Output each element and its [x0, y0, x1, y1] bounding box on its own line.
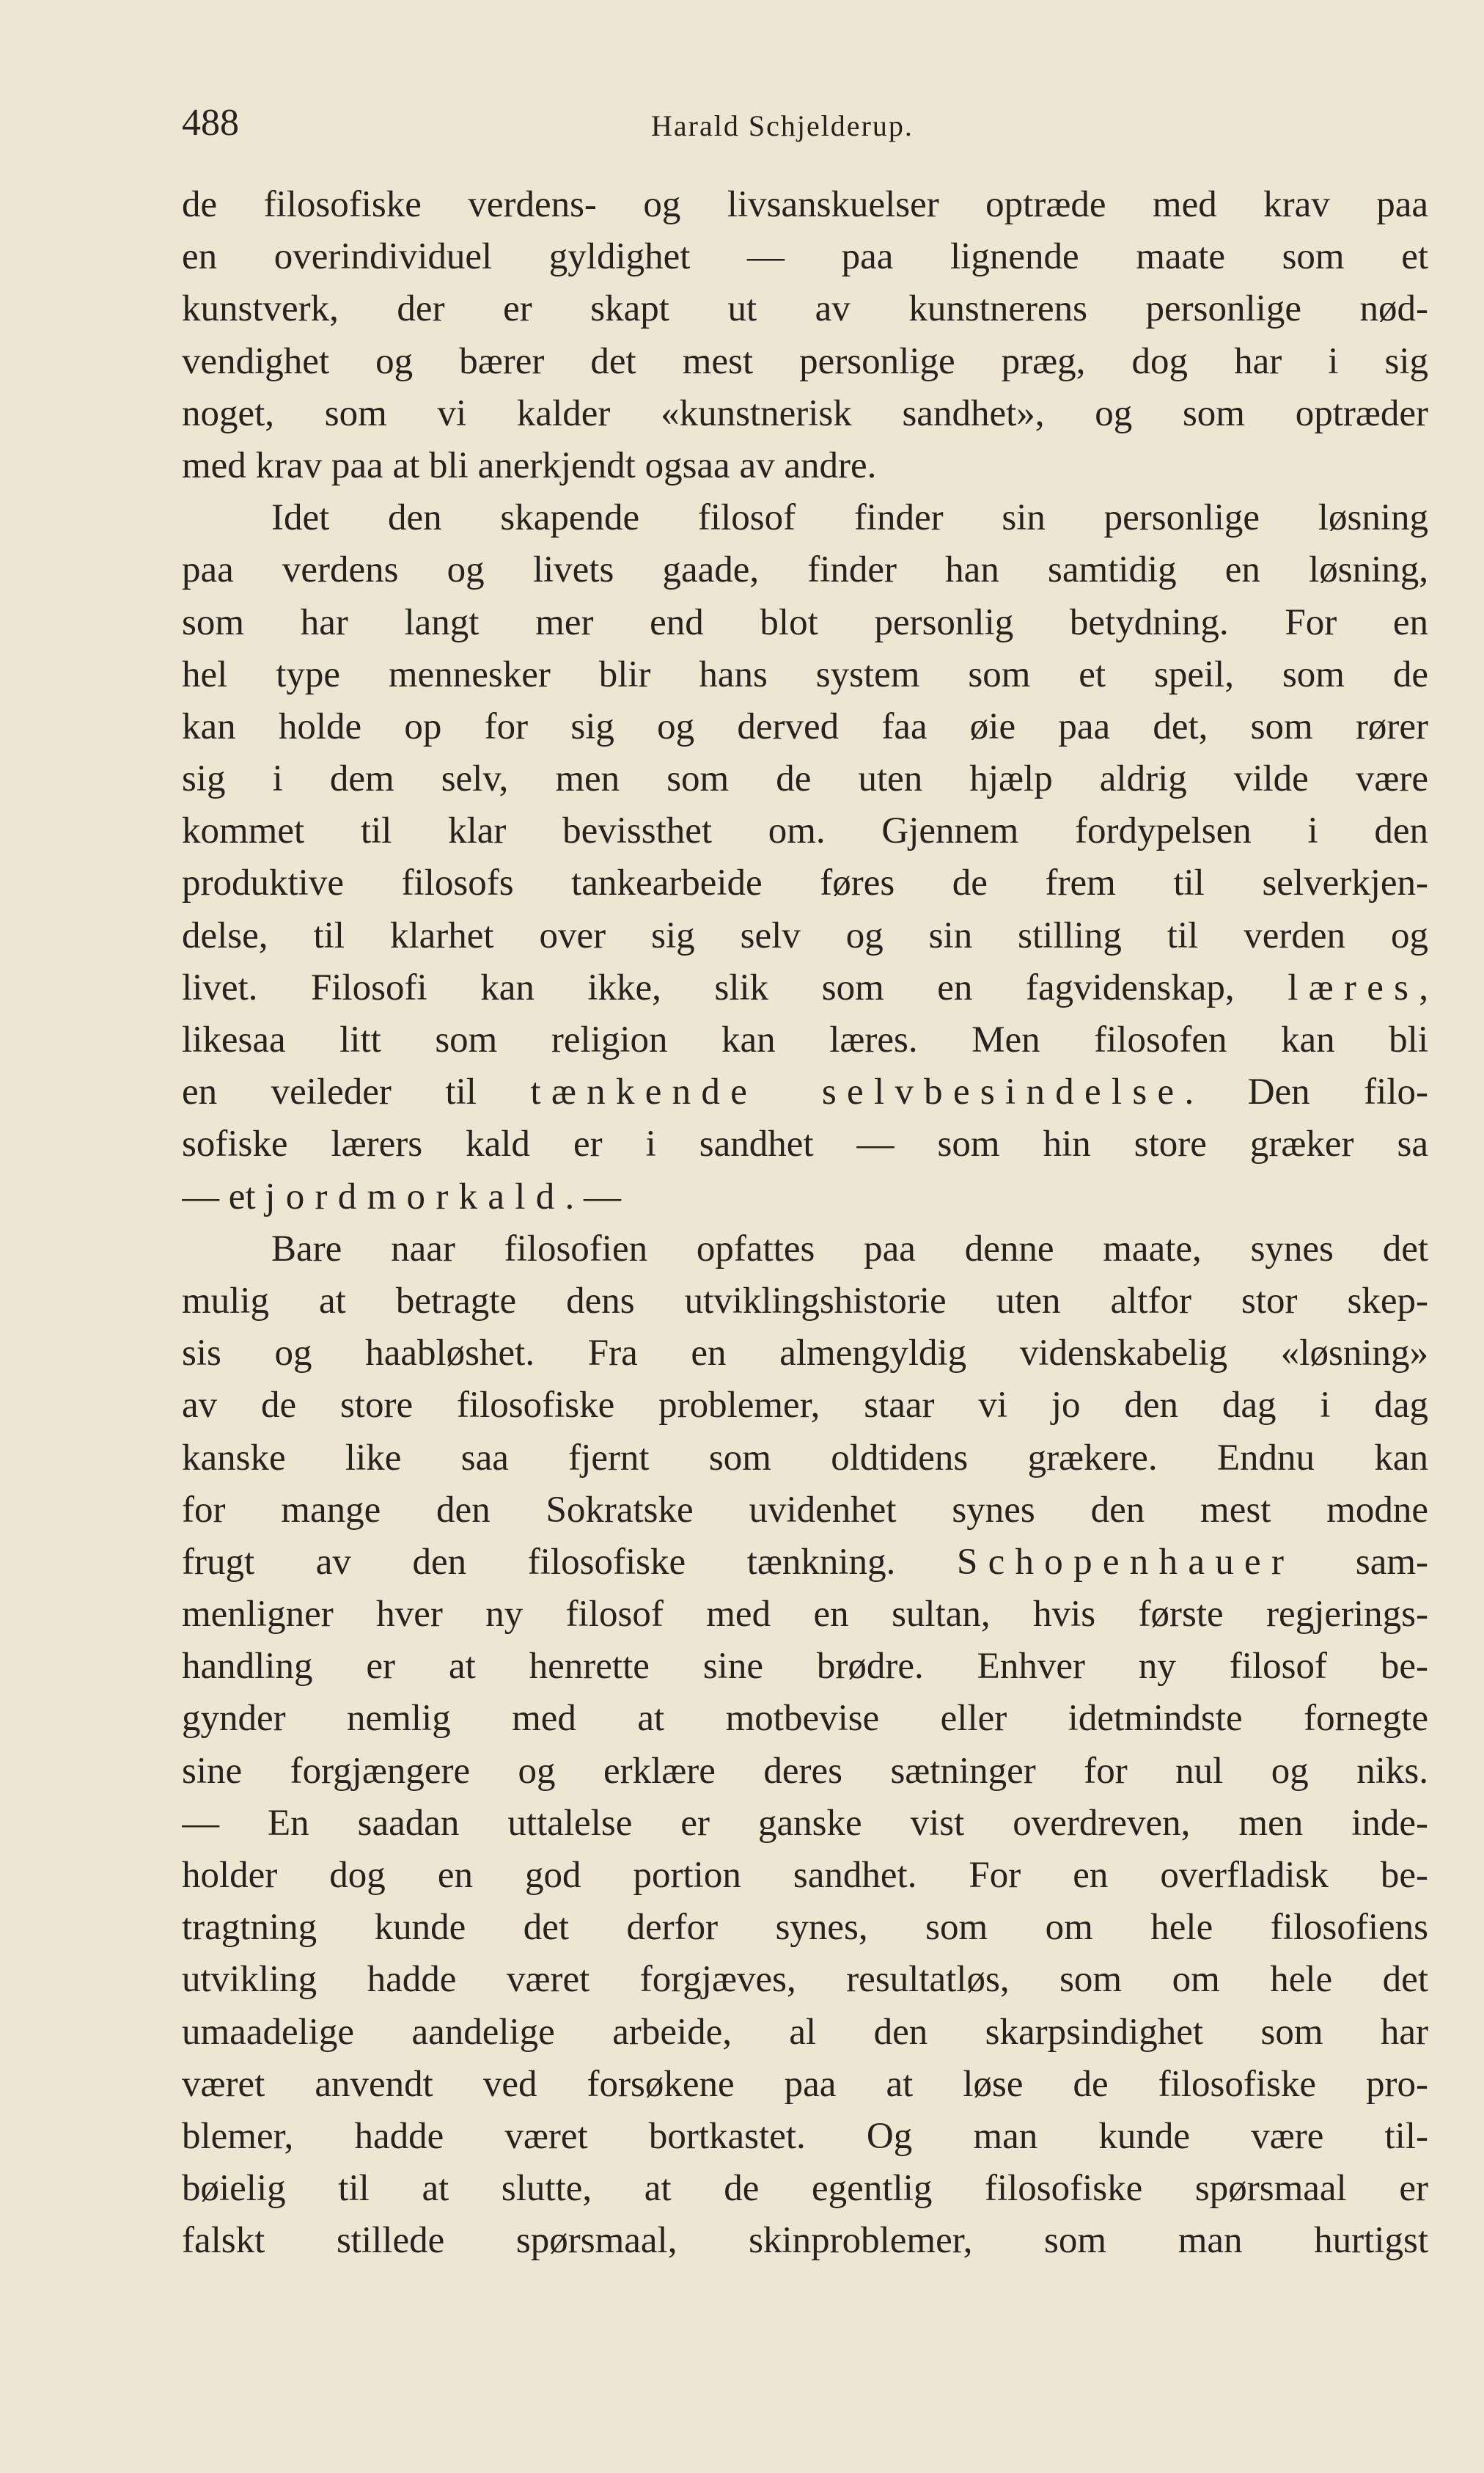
- text-run: ,: [1419, 967, 1428, 1008]
- text-line: kommet til klar bevissthet om. Gjennem fordypelsen i den: [182, 810, 1428, 852]
- text-line: likesaa litt som religion kan læres. Men filosofen kan bli: [182, 1019, 1428, 1060]
- spaced-emphasis: jordmorkald: [265, 1176, 565, 1217]
- text-line: blemer, hadde været bortkastet. Og man kunde være til-: [182, 2115, 1428, 2157]
- text-line: med krav paa at bli anerkjendt ogsaa av andre.: [182, 444, 877, 486]
- text-line: falskt stillede spørsmaal, skinproblemer, som man hurtigst: [182, 2220, 1428, 2262]
- text-run: sam-: [1294, 1541, 1428, 1583]
- text-line: hel type mennesker blir hans system som et speil, som de: [182, 653, 1428, 695]
- text-line: mulig at betragte dens utviklingshistorie uten altfor stor skep-: [182, 1280, 1428, 1322]
- text-line: gynder nemlig med at motbevise eller idetmindste fornegte: [182, 1698, 1428, 1740]
- text-line: [182, 1536, 1428, 1589]
- text-line: [182, 962, 1428, 1014]
- text-line: sine forgjængere og erklære deres sætninger for nul og niks.: [182, 1750, 1428, 1792]
- text-line: for mange den Sokratske uvidenhet synes den mest modne: [182, 1489, 1428, 1531]
- text-line: [182, 1171, 1428, 1223]
- text-line: handling er at henrette sine brødre. Enhver ny filosof be-: [182, 1646, 1428, 1688]
- text-line: vendighet og bærer det mest personlige præg, dog har i sig: [182, 340, 1428, 382]
- text-line: kunstverk, der er skapt ut av kunstnerens personlige nød-: [182, 288, 1428, 330]
- text-line: en overindividuel gyldighet — paa lignende maate som et: [182, 236, 1428, 278]
- text-line: utvikling hadde været forgjæves, resultatløs, som om hele det: [182, 1959, 1428, 2001]
- text-run: livet. Filosofi kan ikke, slik som en fagvidenskap,: [182, 967, 1288, 1008]
- text-line: umaadelige aandelige arbeide, al den skarpsindighet som har: [182, 2011, 1428, 2053]
- text-run: frugt av den filosofiske tænkning.: [182, 1541, 957, 1583]
- text-line: produktive filosofs tankearbeide føres de frem til selverkjen-: [182, 862, 1428, 904]
- running-head: Harald Schjelderup.: [651, 109, 914, 142]
- text-run: . Den filo-: [1184, 1071, 1428, 1113]
- body-text: [182, 179, 1428, 2268]
- text-line: Bare naar filosofien opfattes paa denne maate, synes det: [271, 1228, 1428, 1270]
- text-line: kanske like saa fjernt som oldtidens grækere. Endnu kan: [182, 1437, 1428, 1479]
- text-run: . —: [565, 1176, 622, 1217]
- text-line: av de store filosofiske problemer, staar vi jo den dag i dag: [182, 1385, 1428, 1426]
- text-run: en veileder til: [182, 1071, 531, 1113]
- spaced-emphasis: læres: [1288, 967, 1419, 1008]
- text-line: Idet den skapende filosof finder sin personlige løsning: [271, 497, 1428, 539]
- text-line: sofiske lærers kald er i sandhet — som hin store græker sa: [182, 1124, 1428, 1165]
- text-line: været anvendt ved forsøkene paa at løse de filosofiske pro-: [182, 2063, 1428, 2105]
- page-number: 488: [182, 102, 239, 144]
- text-line: de filosofiske verdens- og livsanskuelser optræde med krav paa: [182, 184, 1428, 225]
- text-line: sig i dem selv, men som de uten hjælp aldrig vilde være: [182, 758, 1428, 800]
- text-line: [182, 1066, 1428, 1118]
- text-line: paa verdens og livets gaade, finder han samtidig en løsning,: [182, 549, 1428, 591]
- text-line: holder dog en god portion sandhet. For en overfladisk be-: [182, 1855, 1428, 1896]
- text-line: bøielig til at slutte, at de egentlig filosofiske spørsmaal er: [182, 2168, 1428, 2210]
- spaced-emphasis: tænkende selvbesindelse: [530, 1071, 1185, 1113]
- spaced-emphasis: Schopenhauer: [956, 1541, 1295, 1583]
- text-line: menligner hver ny filosof med en sultan, hvis første regjerings-: [182, 1594, 1428, 1635]
- text-line: tragtning kunde det derfor synes, som om hele filosofiens: [182, 1907, 1428, 1949]
- text-line: kan holde op for sig og derved faa øie paa det, som rører: [182, 706, 1428, 747]
- text-run: — et: [182, 1176, 265, 1217]
- text-line: som har langt mer end blot personlig betydning. For en: [182, 601, 1428, 643]
- text-line: delse, til klarhet over sig selv og sin stilling til verden og: [182, 915, 1428, 956]
- text-line: — En saadan uttalelse er ganske vist overdreven, men inde-: [182, 1802, 1428, 1844]
- text-line: noget, som vi kalder «kunstnerisk sandhet», og som optræder: [182, 392, 1428, 434]
- text-line: sis og haabløshet. Fra en almengyldig videnskabelig «løsning»: [182, 1333, 1428, 1374]
- page-header: [182, 94, 1428, 153]
